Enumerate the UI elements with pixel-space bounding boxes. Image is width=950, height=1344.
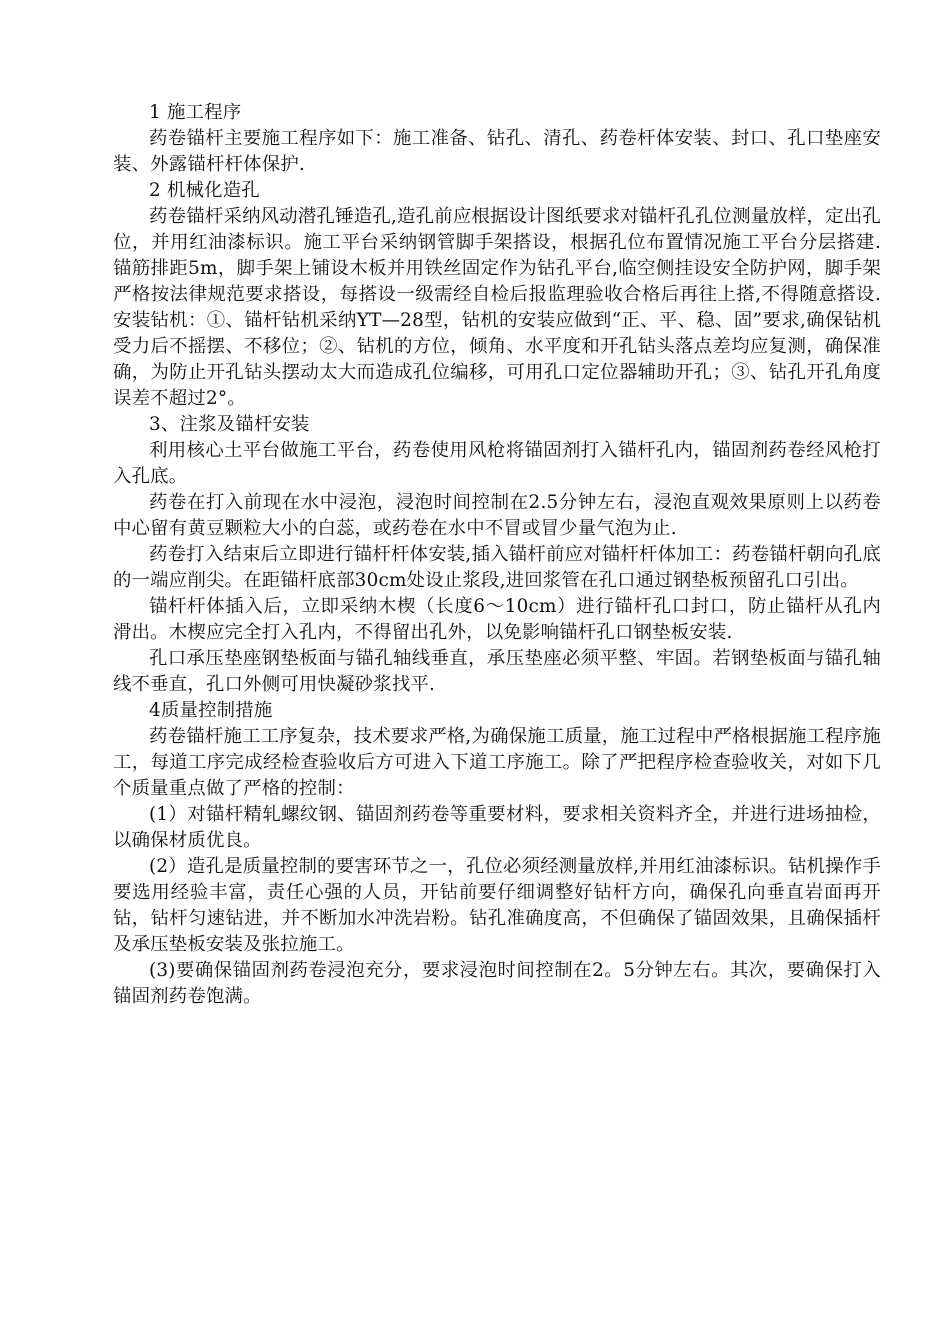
section-heading-1: 1 施工程序	[149, 102, 242, 123]
section-heading-2: 2 机械化造孔	[149, 180, 260, 201]
paragraph: 药卷锚杆施工工序复杂，技术要求严格,为确保施工质量，施工过程中严格根据施工程序施工，每道工序完成经检查验收后方可进入下道工序施工。除了严把程序检查验收关，对如下几个质量重点做了严格的控制：	[113, 726, 881, 799]
section-heading-4: 4质量控制措施	[149, 700, 273, 721]
list-item-3: (3)要确保锚固剂药卷浸泡充分，要求浸泡时间控制在2。5分钟左右。其次，要确保打入锚固剂药卷饱满。	[113, 960, 881, 1007]
paragraph: 利用核心土平台做施工平台，药卷使用风枪将锚固剂打入锚杆孔内，锚固剂药卷经风枪打入孔底。	[113, 440, 881, 487]
paragraph: 药卷在打入前现在水中浸泡，浸泡时间控制在2.5分钟左右，浸泡直观效果原则上以药卷中心留有黄豆颗粒大小的白蕊，或药卷在水中不冒或冒少量气泡为止.	[113, 492, 881, 539]
document-page	[113, 100, 881, 1010]
list-item-1: (1）对锚杆精轧螺纹钢、锚固剂药卷等重要材料，要求相关资料齐全，并进行进场抽检，以确保材质优良。	[113, 804, 881, 851]
paragraph: 孔口承压垫座钢垫板面与锚孔轴线垂直，承压垫座必须平整、牢固。若钢垫板面与锚孔轴线不垂直，孔口外侧可用快凝砂浆找平.	[113, 648, 881, 695]
paragraph: 药卷锚杆采纳风动潜孔锤造孔,造孔前应根据设计图纸要求对锚杆孔孔位测量放样，定出孔位，并用红油漆标识。施工平台采纳钢管脚手架搭设，根据孔位布置情况施工平台分层搭建.锚筋排距5m，脚手架上铺设木板并用铁丝固定作为钻孔平台,临空侧挂设安全防护网，脚手架严格按法律规范要求搭设，每搭设一级需经自检后报监理验收合格后再往上搭,不得随意搭设.安装钻机：①、锚杆钻机采纳YT—28型，钻机的安装应做到“正、平、稳、固”要求,确保钻机受力后不摇摆、不移位；②、钻机的方位，倾角、水平度和开孔钻头落点差均应复测，确保准确，为防止开孔钻头摆动太大而造成孔位编移，可用孔口定位器辅助开孔；③、钻孔开孔角度误差不超过2°。	[113, 206, 881, 409]
paragraph: 锚杆杆体插入后，立即采纳木楔（长度6～10cm）进行锚杆孔口封口，防止锚杆从孔内滑出。木楔应完全打入孔内，不得留出孔外，以免影响锚杆孔口钢垫板安装.	[113, 596, 881, 643]
paragraph: 药卷打入结束后立即进行锚杆杆体安装,插入锚杆前应对锚杆杆体加工：药卷锚杆朝向孔底的一端应削尖。在距锚杆底部30cm处设止浆段,进回浆管在孔口通过钢垫板预留孔口引出。	[113, 544, 881, 591]
list-item-2: (2）造孔是质量控制的要害环节之一，孔位必须经测量放样,并用红油漆标识。钻机操作手要选用经验丰富，责任心强的人员，开钻前要仔细调整好钻杆方向，确保孔向垂直岩面再开钻，钻杆匀速钻进，并不断加水冲洗岩粉。钻孔准确度高，不但确保了锚固效果，且确保插杆及承压垫板安装及张拉施工。	[113, 856, 881, 955]
section-heading-3: 3、注浆及锚杆安装	[149, 414, 310, 435]
paragraph: 药卷锚杆主要施工程序如下：施工准备、钻孔、清孔、药卷杆体安装、封口、孔口垫座安装、外露锚杆杆体保护.	[113, 128, 881, 175]
